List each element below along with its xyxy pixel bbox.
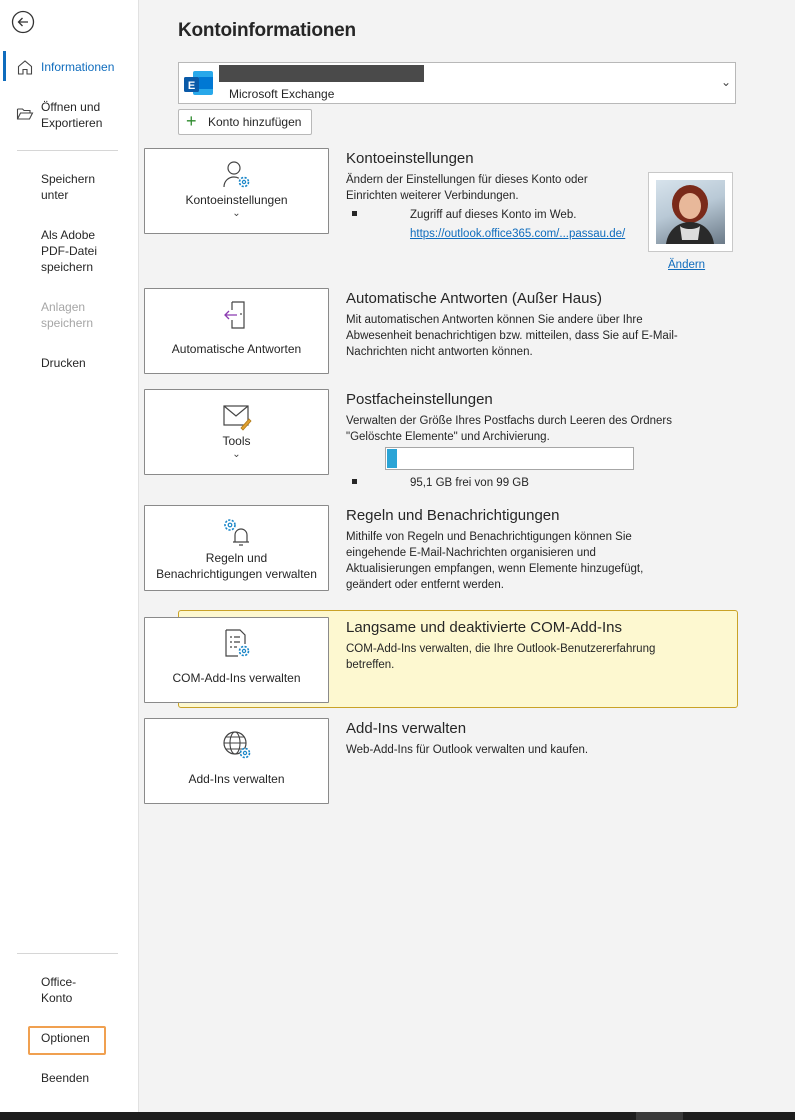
active-nav-indicator	[3, 51, 6, 81]
bullet-icon	[352, 211, 357, 216]
rules-tile[interactable]	[144, 505, 329, 591]
nav-drucken[interactable]: Drucken	[41, 356, 86, 370]
addins-tile[interactable]	[144, 718, 329, 804]
addins-globe-icon	[221, 729, 253, 761]
profile-picture	[656, 180, 725, 244]
storage-usage-fill	[387, 449, 397, 468]
exchange-logo-icon	[183, 68, 215, 100]
rules-tile-label-line1: Regeln und	[205, 551, 268, 565]
account-type: Microsoft Exchange	[229, 87, 335, 101]
redacted-account-name	[219, 65, 424, 82]
rules-title: Regeln und Benachrichtigungen	[346, 507, 560, 524]
tools-tile-label: Tools	[222, 434, 251, 448]
mailbox-desc: Verwalten der Größe Ihres Postfachs durch Leeren des Ordners "Gelöschte Elemente" und Archivierung.	[346, 415, 672, 443]
addins-tile-label: Add-Ins verwalten	[188, 772, 285, 786]
nav-office-konto[interactable]: Office-Konto	[41, 975, 77, 1005]
nav-oeffnen-exportieren[interactable]: Öffnen und Exportieren	[41, 100, 103, 130]
addins-title: Add-Ins verwalten	[346, 720, 467, 737]
account-settings-tile-label: Kontoeinstellungen	[185, 193, 288, 207]
account-settings-desc: Ändern der Einstellungen für dieses Konto oder Einrichten weiterer Verbindungen.	[346, 174, 588, 202]
auto-replies-title: Automatische Antworten (Außer Haus)	[346, 290, 602, 307]
taskbar-segment	[636, 1112, 683, 1120]
change-photo-link[interactable]: Ändern	[668, 259, 706, 271]
folder-open-icon	[16, 105, 34, 123]
account-settings-title: Kontoeinstellungen	[346, 150, 474, 167]
chevron-down-icon: ⌄	[232, 208, 241, 219]
storage-free-text: 95,1 GB frei von 99 GB	[410, 477, 529, 489]
page-title: Kontoinformationen	[178, 20, 356, 41]
account-settings-tile[interactable]	[144, 148, 329, 234]
account-settings-icon	[221, 159, 253, 191]
main-content	[139, 0, 795, 1112]
com-addins-desc: COM-Add-Ins verwalten, die Ihre Outlook-Benutzererfahrung betreffen.	[346, 643, 656, 671]
web-access-text: Zugriff auf dieses Konto im Web.	[410, 209, 577, 221]
tools-tile[interactable]	[144, 389, 329, 475]
home-icon	[16, 58, 34, 76]
com-addins-tile[interactable]	[144, 617, 329, 703]
mailbox-tools-icon	[221, 400, 253, 432]
auto-replies-desc: Mit automatischen Antworten können Sie andere über Ihre Abwesenheit benachrichtigen bzw. mitteilen, dass Sie auf E-Mail-Nachrichten nicht antworten können.	[346, 314, 678, 358]
account-dropdown[interactable]	[178, 62, 736, 104]
com-addins-title: Langsame und deaktivierte COM-Add-Ins	[346, 619, 622, 636]
nav-informationen[interactable]: Informationen	[41, 60, 115, 74]
bullet-icon	[352, 479, 357, 484]
auto-replies-tile[interactable]	[144, 288, 329, 374]
storage-usage-bar	[385, 447, 634, 470]
rules-desc: Mithilfe von Regeln und Benachrichtigungen können Sie eingehende E-Mail-Nachrichten organisieren und Aktualisierungen empfangen, wenn Elemente hinzugefügt, geändert oder entfernt werden.	[346, 531, 644, 591]
taskbar-strip	[0, 1112, 795, 1120]
sidebar-separator	[17, 953, 118, 954]
plus-icon: +	[186, 111, 197, 131]
backstage-sidebar	[0, 0, 139, 1112]
nav-optionen[interactable]: Optionen	[41, 1031, 90, 1045]
mailbox-title: Postfacheinstellungen	[346, 391, 493, 408]
owa-link[interactable]: https://outlook.office365.com/...passau.de/	[410, 228, 626, 240]
nav-beenden[interactable]: Beenden	[41, 1071, 90, 1085]
nav-adobe-pdf[interactable]: Als Adobe PDF-Datei speichern	[41, 228, 98, 274]
profile-photo[interactable]	[648, 172, 733, 252]
com-addins-icon	[221, 628, 253, 660]
auto-reply-door-icon	[221, 299, 253, 331]
rules-bell-icon	[221, 516, 253, 548]
nav-anlagen-speichern: Anlagen speichern	[41, 300, 94, 330]
nav-speichern-unter[interactable]: Speichern unter	[41, 172, 96, 202]
person-photo-icon	[656, 180, 725, 244]
chevron-down-icon: ⌄	[232, 449, 241, 460]
back-arrow-icon[interactable]	[11, 10, 35, 34]
rules-tile-label-line2: Benachrichtigungen verwalten	[156, 567, 317, 581]
svg-text:E: E	[187, 80, 196, 92]
add-account-button[interactable]	[178, 109, 312, 135]
addins-desc: Web-Add-Ins für Outlook verwalten und kaufen.	[346, 744, 589, 756]
com-addins-tile-label: COM-Add-Ins verwalten	[172, 671, 301, 685]
sidebar-separator	[17, 150, 118, 151]
add-account-label: Konto hinzufügen	[208, 115, 302, 129]
chevron-down-icon: ⌄	[720, 75, 731, 89]
auto-replies-tile-label: Automatische Antworten	[171, 342, 302, 356]
